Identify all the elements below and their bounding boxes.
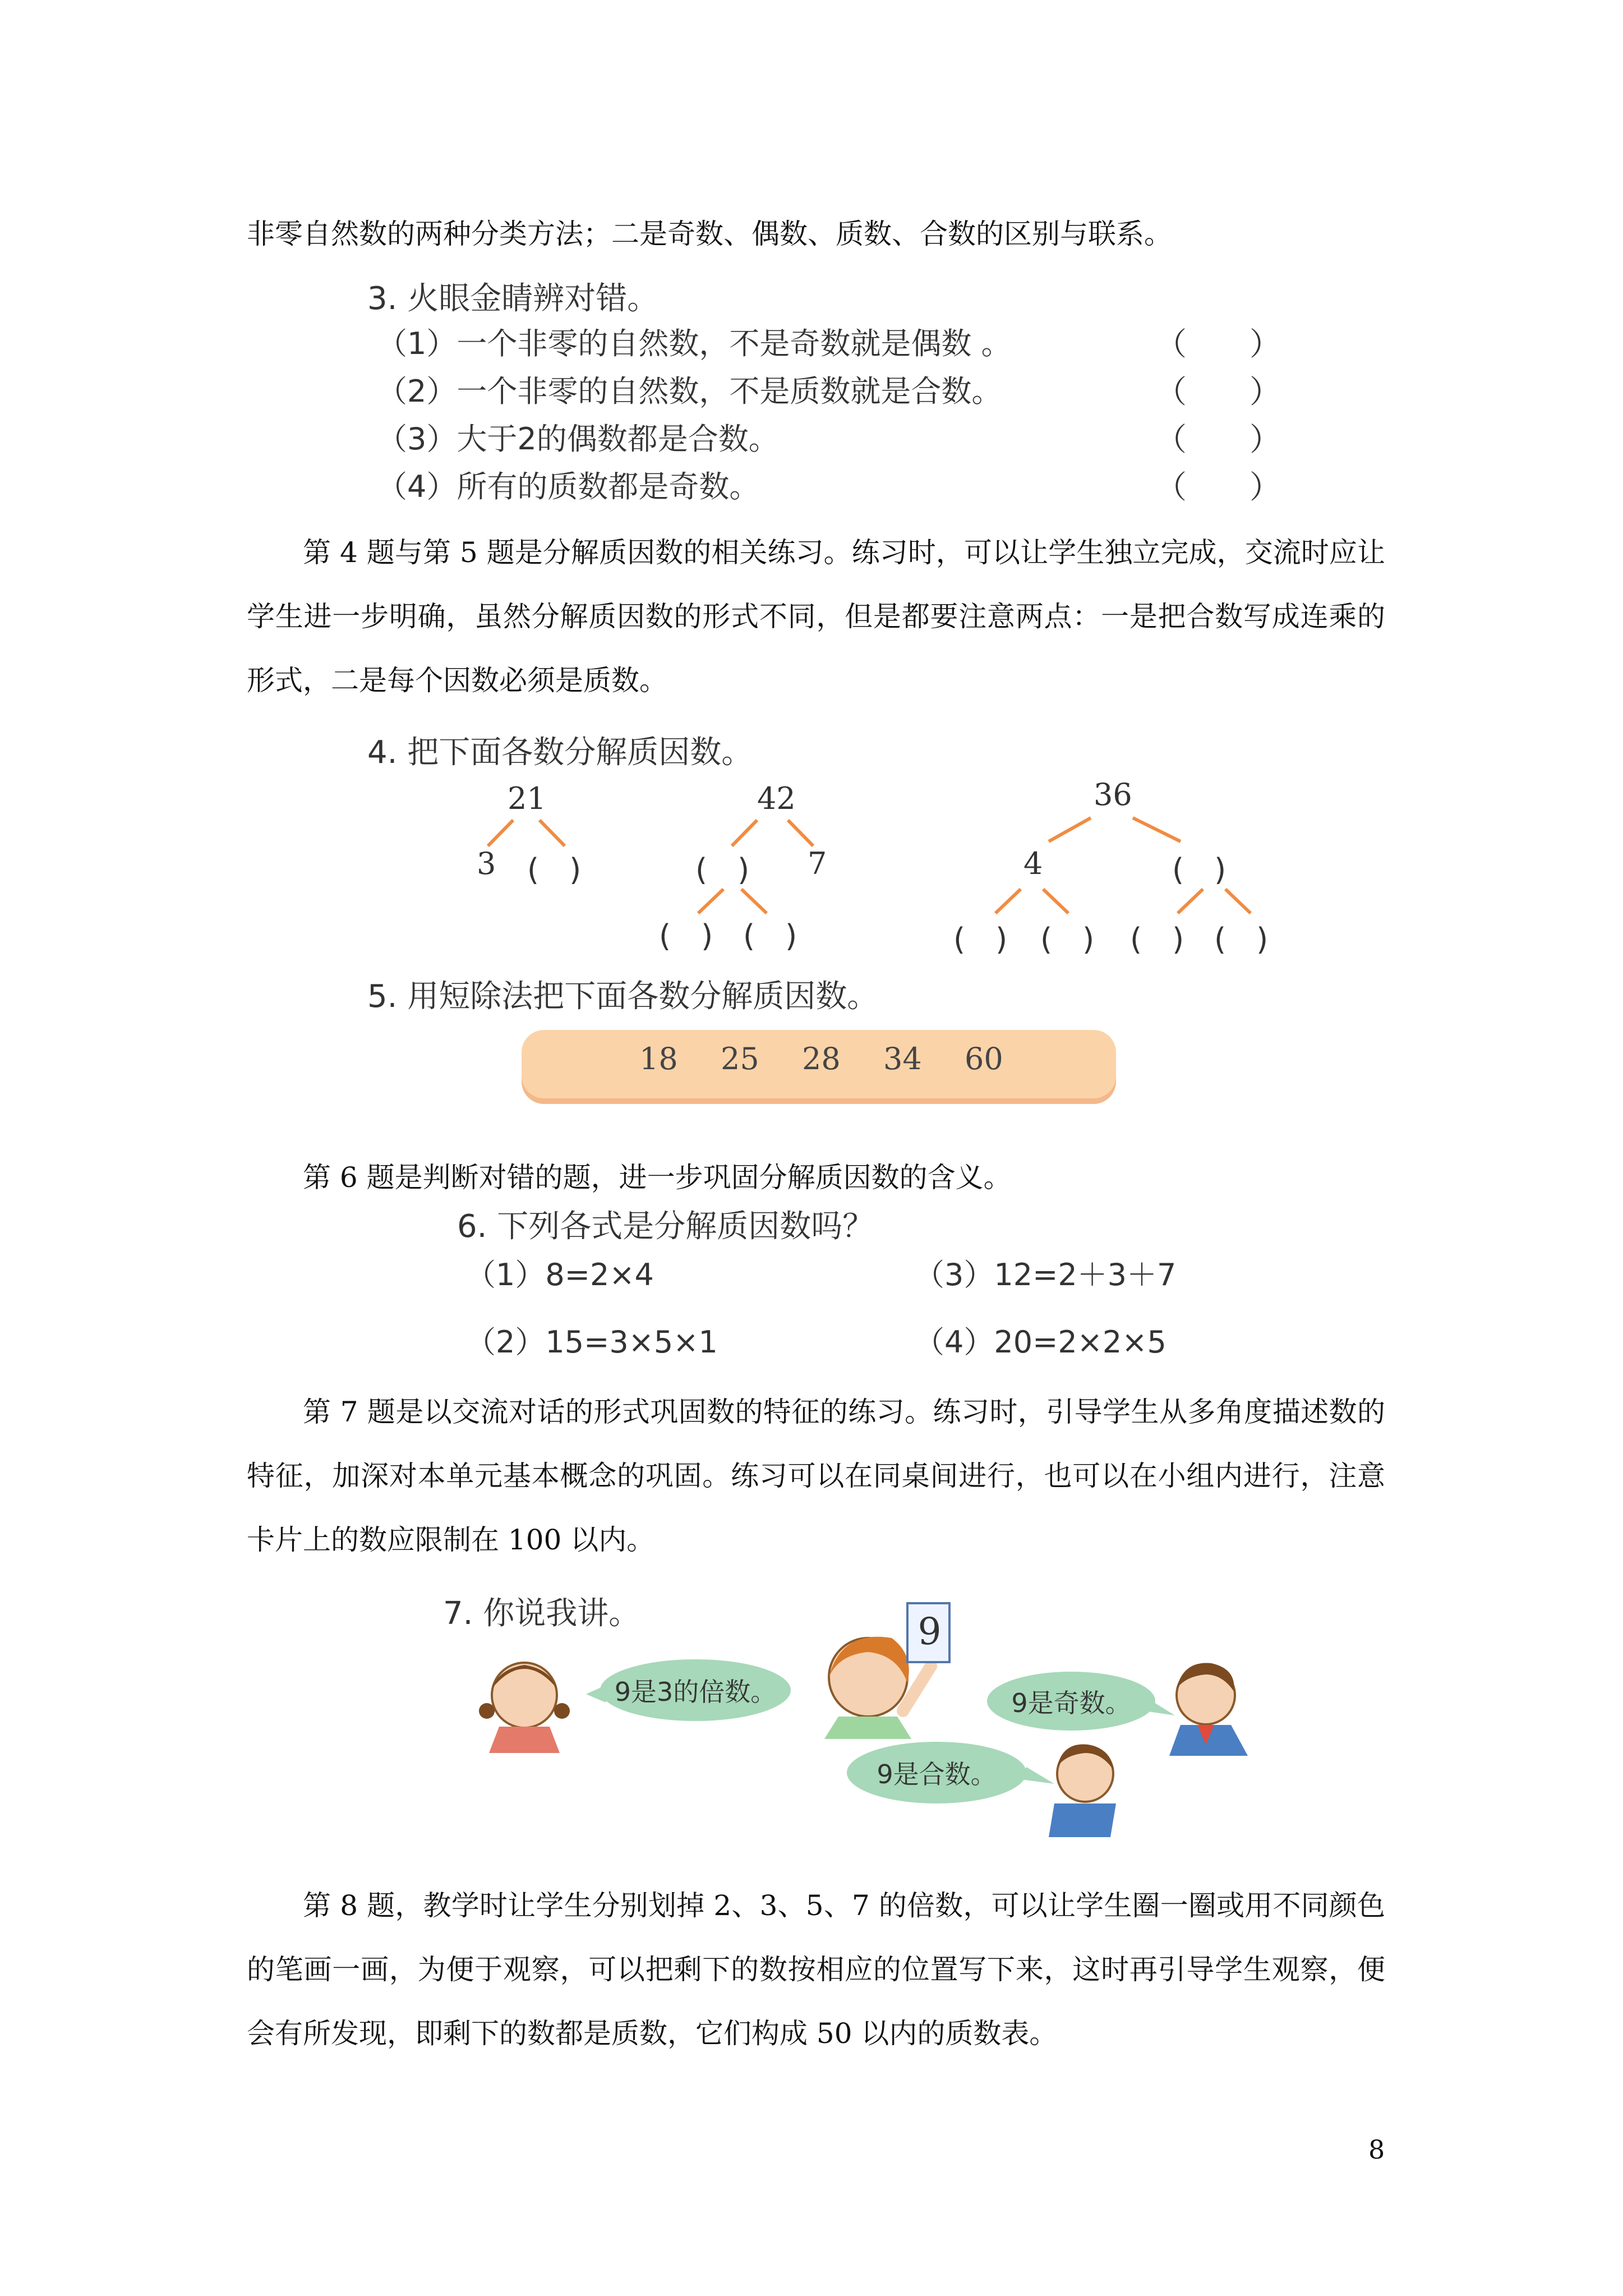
tree-42-sub-right-blank[interactable]: ( )	[743, 918, 797, 954]
boy-bottom-illustration	[1049, 1745, 1116, 1838]
tree-36-left: 4	[1023, 846, 1043, 881]
tree-36-leaf-blank-2[interactable]: ( )	[1040, 922, 1095, 957]
number-card-value: 9	[917, 1610, 942, 1653]
para-ex8	[247, 1874, 1385, 2065]
para-ex7-text: 第 7 题是以交流对话的形式巩固数的特征的练习。练习时，引导学生从多角度描述数的特征，加深对本单元基本概念的巩固。练习可以在同桌间进行，也可以在小组内进行，注意卡片上的数应限制在 100 以内。	[247, 1396, 1385, 1556]
ex3-item-1: （1）一个非零的自然数，不是奇数就是偶数 。	[377, 326, 1012, 361]
tree-42-right: 7	[808, 846, 827, 881]
ex3-answer-blank-1[interactable]: （ ）	[1155, 326, 1281, 363]
ex5-number-3: 28	[802, 1041, 841, 1076]
tree-36-root: 36	[1094, 777, 1132, 812]
tree-36-leaf-blank-1[interactable]: ( )	[953, 922, 1008, 957]
ex5-number-4: 34	[883, 1041, 922, 1076]
speech-bubble-2: 9是奇数。	[987, 1672, 1155, 1731]
ex3-item-2: （2）一个非零的自然数，不是质数就是合数。	[377, 374, 1002, 409]
ex6-item-2: （2）15=3×5×1	[465, 1324, 718, 1360]
tree-42-sub-left-blank[interactable]: ( )	[659, 918, 713, 954]
tree-21-left: 3	[477, 846, 496, 881]
ex5-number-1: 18	[639, 1041, 678, 1076]
ex6-item-4: （4）20=2×2×5	[914, 1324, 1166, 1360]
ex6-title: 6. 下列各式是分解质因数吗？	[457, 1208, 874, 1245]
para-ex6-text: 第 6 题是判断对错的题，进一步巩固分解质因数的含义。	[303, 1161, 1012, 1194]
ex5-number-5: 60	[965, 1041, 1003, 1076]
tree-42-root: 42	[757, 781, 796, 816]
tree-36-right-blank[interactable]: ( )	[1172, 852, 1227, 887]
ex3-answer-blank-4[interactable]: （ ）	[1155, 470, 1281, 506]
ex5-number-2: 25	[721, 1041, 759, 1076]
ex3-title: 3. 火眼金睛辨对错。	[367, 280, 659, 317]
tree-36-leaf-blank-4[interactable]: ( )	[1214, 922, 1269, 957]
ex7-title: 7. 你说我讲。	[443, 1595, 640, 1632]
speech-bubble-1: 9是3的倍数。	[600, 1659, 791, 1721]
ex3-answer-blank-2[interactable]: （ ）	[1155, 374, 1281, 411]
tree-21-root: 21	[508, 781, 546, 816]
ex3-answer-blank-3[interactable]: （ ）	[1155, 422, 1281, 458]
tree-21-right-blank[interactable]: ( )	[527, 852, 582, 887]
boy-right-illustration	[1169, 1663, 1248, 1756]
ex6-item-1: （1）8=2×4	[465, 1257, 654, 1292]
tree-42-left-blank[interactable]: ( )	[695, 852, 750, 887]
ex3-item-4: （4）所有的质数都是奇数。	[377, 469, 760, 504]
ex6-item-3: （3）12=2＋3＋7	[914, 1257, 1177, 1292]
ex4-title: 4. 把下面各数分解质因数。	[367, 734, 753, 771]
ex5-title: 5. 用短除法把下面各数分解质因数。	[367, 978, 879, 1015]
tree-36-leaf-blank-3[interactable]: ( )	[1130, 922, 1184, 957]
girl-left-illustration	[479, 1663, 570, 1753]
para-ex4-5-text: 第 4 题与第 5 题是分解质因数的相关练习。练习时，可以让学生独立完成，交流时应让学生进一步明确，虽然分解质因数的形式不同，但是都要注意两点：一是把合数写成连乘的形式，二是每个因数必须是质数。	[247, 536, 1385, 697]
ex3-item-3: （3）大于2的偶数都是合数。	[377, 421, 779, 457]
page-number: 8	[1368, 2134, 1385, 2165]
para-ex8-text: 第 8 题，教学时让学生分别划掉 2、3、5、7 的倍数，可以让学生圈一圈或用不同颜色的笔画一画，为便于观察，可以把剩下的数按相应的位置写下来，这时再引导学生观察，便会有所发现，即剩下的数都是质数，它们构成 50 以内的质数表。	[247, 1889, 1385, 2050]
speech-bubble-3: 9是合数。	[847, 1742, 1026, 1803]
intro-text: 非零自然数的两种分类方法；二是奇数、偶数、质数、合数的区别与联系。	[247, 218, 1172, 250]
